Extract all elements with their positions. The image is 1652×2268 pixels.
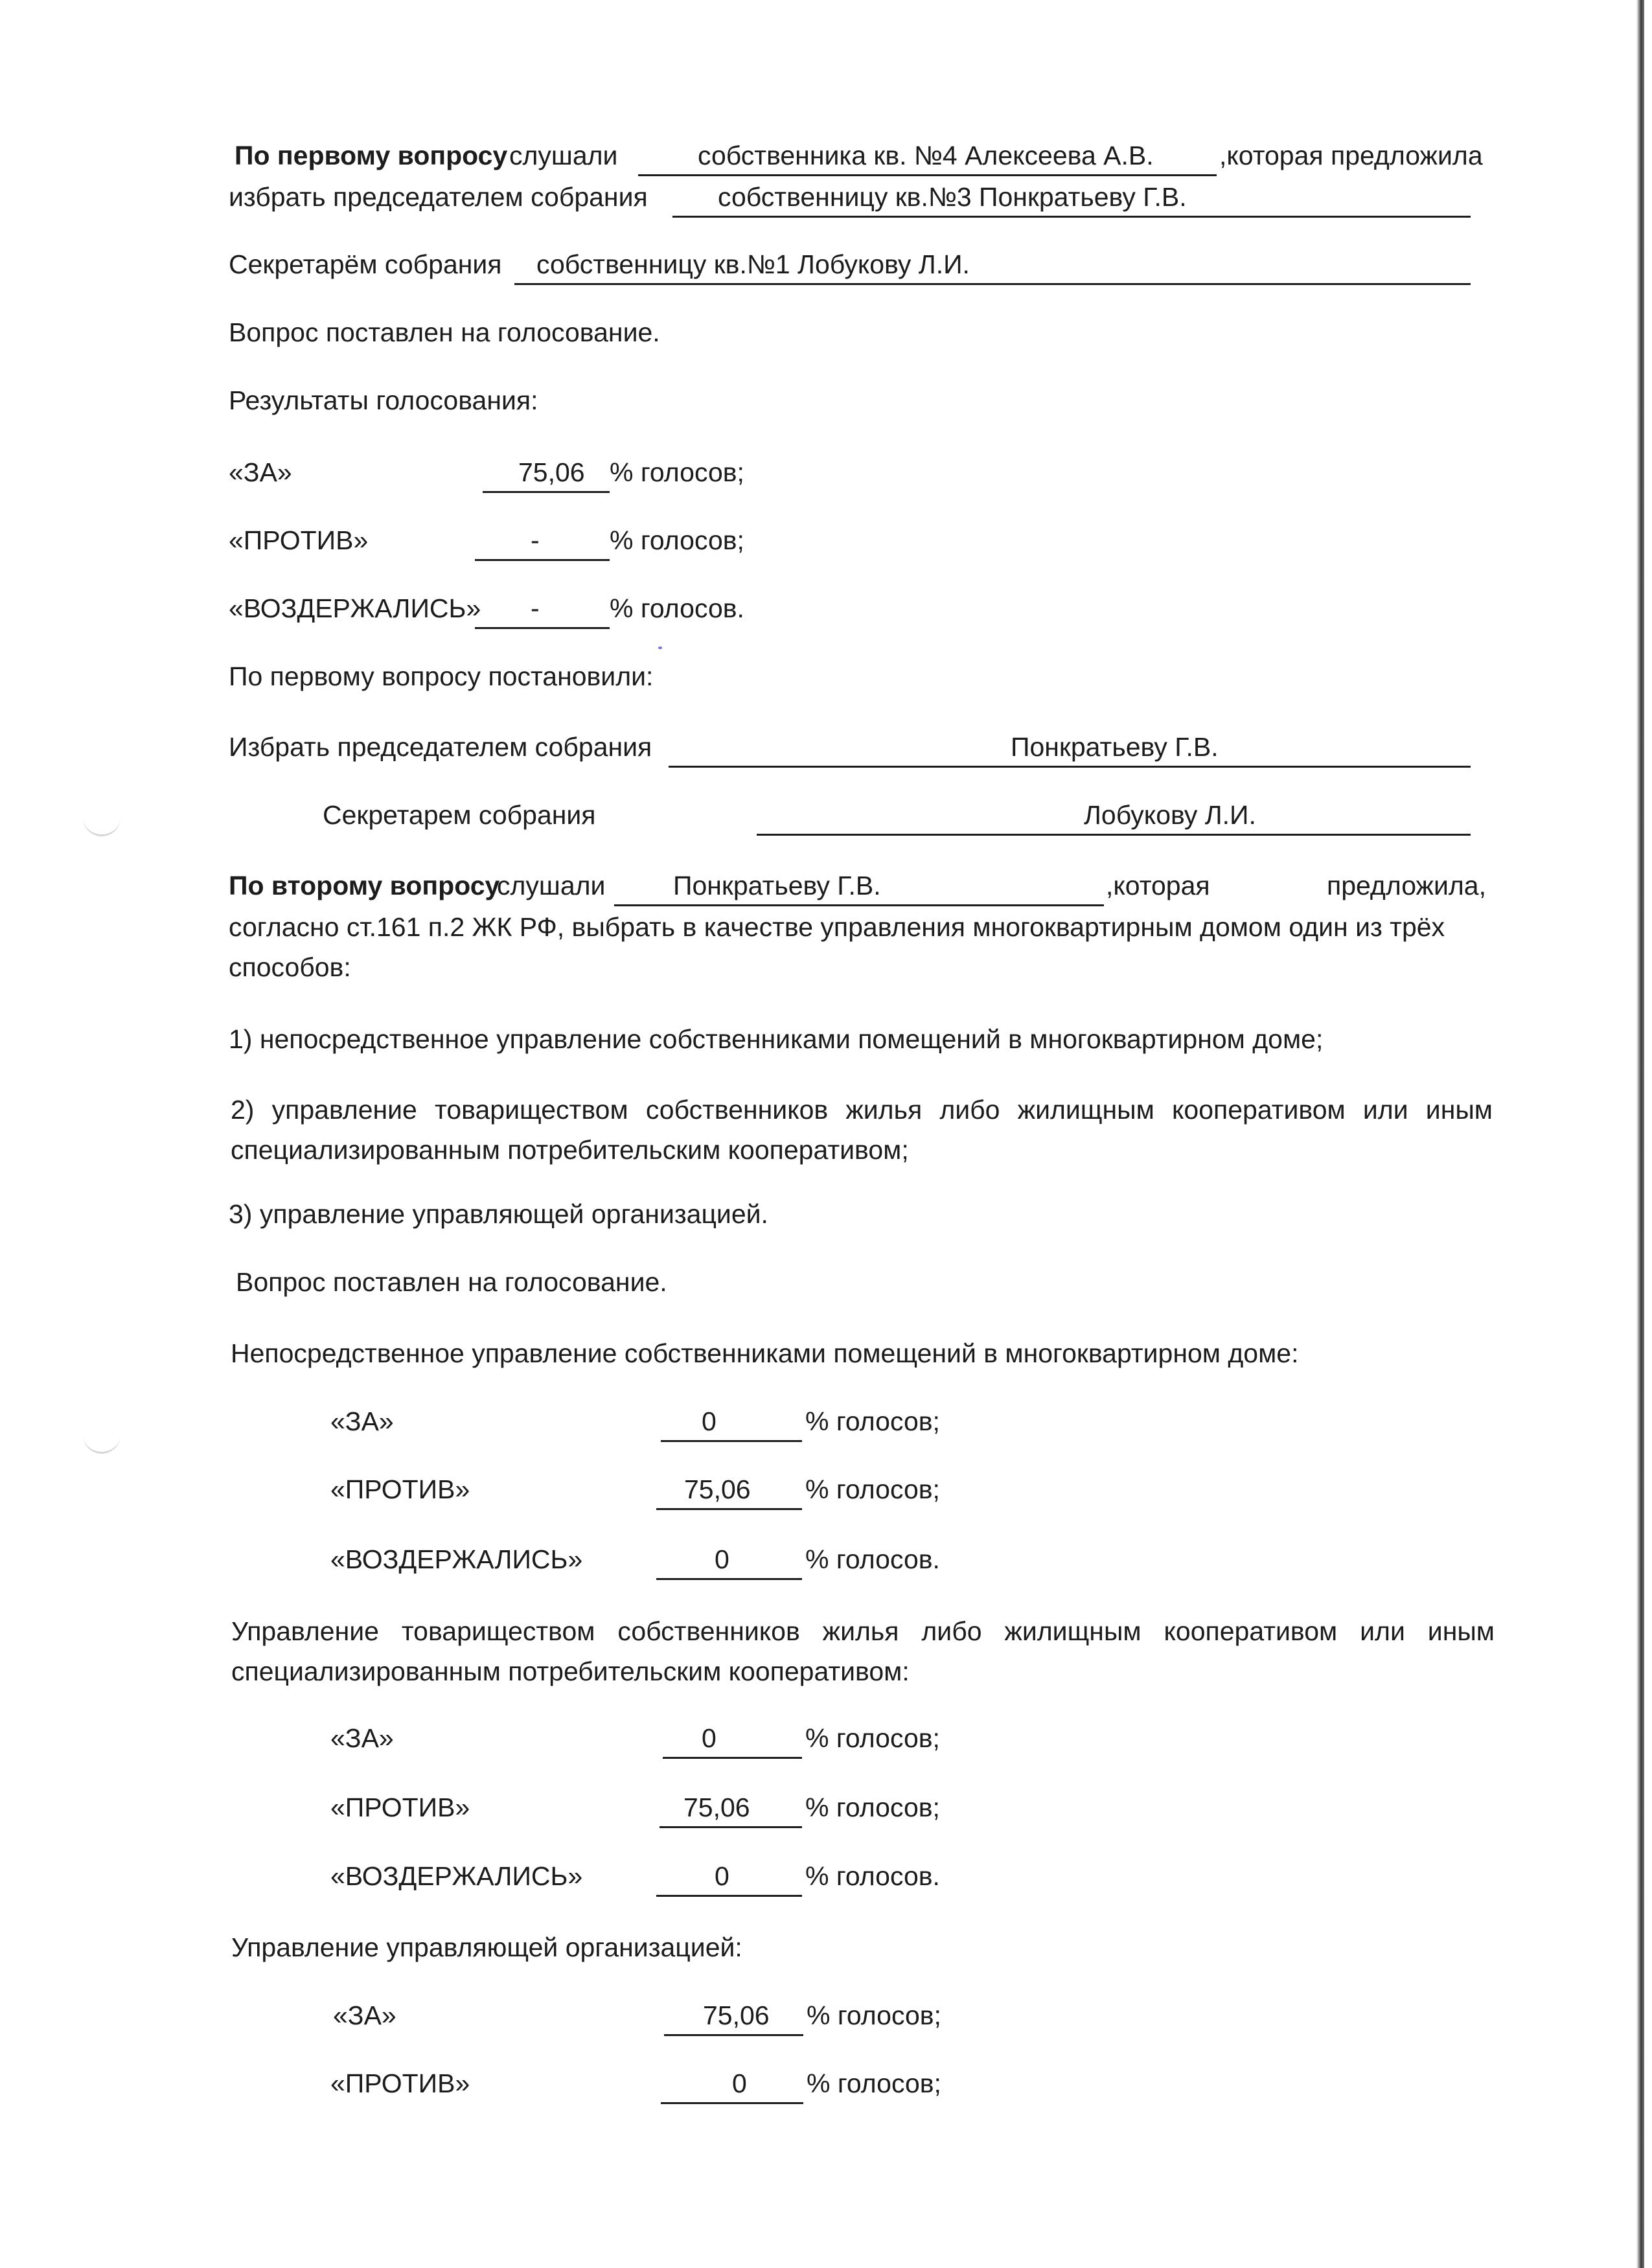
q1-elect-secretary-line: [0, 794, 1652, 836]
elect-secretary-label: Секретарем собрания: [323, 800, 596, 830]
vote-suffix: % голосов;: [807, 2000, 941, 2030]
q1-speaker-value: собственника кв. №4 Алексеева А.В.: [698, 141, 1154, 170]
block1-vote-row: [0, 1539, 1652, 1580]
vote-label: «ПРОТИВ»: [330, 1474, 470, 1504]
vote-label: «ПРОТИВ»: [229, 525, 369, 555]
q2-vote-call-text: Вопрос поставлен на голосование.: [236, 1267, 667, 1297]
vote-field: [475, 588, 610, 629]
vote-suffix: % голосов.: [805, 1861, 940, 1891]
q2-line3: способов:: [229, 952, 351, 982]
q1-results-text: Результаты голосования:: [229, 385, 538, 415]
vote-suffix: % голосов;: [610, 457, 744, 487]
q1-resolved-text: По первому вопросу постановили:: [229, 661, 654, 691]
vote-suffix: % голосов.: [610, 593, 744, 623]
q1-secretary-value: собственницу кв.№1 Лобукову Л.И.: [536, 249, 970, 279]
block2-vote-row: [0, 1787, 1652, 1828]
block3-vote-row: [0, 2063, 1652, 2104]
block2-vote-row: [0, 1855, 1652, 1897]
q2-intro-end2: предложила,: [1327, 871, 1486, 900]
vote-suffix: % голосов;: [805, 1723, 940, 1753]
ink-speck: [658, 647, 662, 649]
q1-intro-end: ,которая предложила: [1219, 141, 1483, 170]
q2-option: [0, 1089, 1652, 1130]
block1-heading: [0, 1333, 1652, 1374]
q2-option: [0, 1129, 1652, 1171]
q2-intro-line: [0, 865, 1652, 906]
vote-value: 0: [702, 1406, 717, 1436]
block2-heading-line1: Управление товариществом собственников жилья либо жилищным кооперативом или иным: [231, 1616, 1495, 1646]
vote-label: «ЗА»: [333, 2000, 396, 2030]
block3-heading-text: Управление управляющей организацией:: [231, 1932, 742, 1962]
vote-value: -: [531, 525, 540, 555]
q1-vote-call: [0, 312, 1652, 353]
vote-field: [661, 1401, 802, 1442]
q2-line2: согласно ст.161 п.2 ЖК РФ, выбрать в качестве управления многоквартирным домом один из трёх: [229, 912, 1445, 942]
vote-label: «ВОЗДЕРЖАЛИСЬ»: [330, 1861, 583, 1891]
q2-speaker-value: Понкратьеву Г.В.: [673, 871, 881, 900]
q1-intro-text: слушали: [509, 141, 618, 170]
q1-chair-line: [0, 176, 1652, 218]
vote-label: «ЗА»: [330, 1723, 394, 1753]
block3-vote-row: [0, 1995, 1652, 2036]
elect-chair-label: Избрать председателем собрания: [229, 732, 652, 762]
q1-results-heading: [0, 380, 1652, 421]
q1-chair-label: избрать председателем собрания: [229, 182, 648, 212]
block1-vote-row: [0, 1469, 1652, 1510]
option-2-line2: специализированным потребительским кооперативом;: [231, 1135, 909, 1165]
q2-intro-text: слушали: [497, 871, 606, 900]
block2-heading: [0, 1610, 1652, 1652]
option-3: 3) управление управляющей организацией.: [229, 1199, 768, 1229]
block2-heading-line2: специализированным потребительским кооперативом:: [231, 1656, 910, 1686]
vote-field: [663, 1717, 802, 1759]
block1-heading-text: Непосредственное управление собственниками помещений в многоквартирном доме:: [231, 1338, 1299, 1368]
vote-value: 0: [702, 1723, 717, 1753]
q1-resolved-heading: [0, 656, 1652, 697]
q1-intro-line: [0, 135, 1652, 176]
q1-secretary-label: Секретарём собрания: [229, 249, 502, 279]
elect-chair-value: Понкратьеву Г.В.: [1011, 732, 1219, 762]
q2-text-line: [0, 906, 1652, 948]
vote-value: 75,06: [518, 457, 585, 487]
vote-suffix: % голосов.: [805, 1544, 940, 1574]
q1-vote-row: [0, 520, 1652, 561]
vote-label: «ЗА»: [330, 1406, 394, 1436]
vote-value: 0: [715, 1861, 729, 1891]
q1-vote-row: [0, 588, 1652, 629]
vote-label: «ВОЗДЕРЖАЛИСЬ»: [330, 1544, 583, 1574]
vote-value: 0: [732, 2068, 747, 2098]
vote-value: 0: [715, 1544, 729, 1574]
q1-vote-row: [0, 452, 1652, 493]
q1-heading: По первому вопросу: [235, 141, 508, 170]
elect-secretary-value: Лобукову Л.И.: [1084, 800, 1256, 830]
vote-label: «ПРОТИВ»: [330, 2068, 470, 2098]
q2-intro-end: ,которая: [1106, 871, 1210, 900]
q1-vote-call-text: Вопрос поставлен на голосование.: [229, 317, 660, 347]
vote-suffix: % голосов;: [805, 1474, 940, 1504]
block2-vote-row: [0, 1717, 1652, 1759]
vote-value: 75,06: [703, 2000, 770, 2030]
block3-heading: [0, 1927, 1652, 1968]
vote-value: -: [531, 593, 540, 623]
vote-value: 75,06: [684, 1474, 751, 1504]
vote-label: «ПРОТИВ»: [330, 1793, 470, 1822]
q1-elect-chair-line: [0, 726, 1652, 768]
vote-value: 75,06: [683, 1793, 750, 1822]
q2-option: [0, 1193, 1652, 1235]
vote-field: [475, 520, 610, 561]
q2-vote-call: [0, 1261, 1652, 1303]
vote-suffix: % голосов;: [610, 525, 744, 555]
vote-suffix: % голосов;: [805, 1793, 940, 1822]
q2-text-line: [0, 946, 1652, 988]
block2-heading: [0, 1651, 1652, 1692]
option-1: 1) непосредственное управление собственниками помещений в многоквартирном доме;: [229, 1024, 1324, 1054]
block1-vote-row: [0, 1401, 1652, 1442]
vote-suffix: % голосов;: [807, 2068, 941, 2098]
q2-option: [0, 1018, 1652, 1060]
q1-chair-value: собственницу кв.№3 Понкратьеву Г.В.: [718, 182, 1187, 212]
vote-suffix: % голосов;: [805, 1406, 940, 1436]
vote-label: «ВОЗДЕРЖАЛИСЬ»: [229, 593, 481, 623]
option-2-line1: 2) управление товариществом собственников жилья либо жилищным кооперативом или иным: [231, 1095, 1493, 1125]
q1-secretary-line: [0, 244, 1652, 285]
q2-heading: По второму вопросу: [229, 871, 500, 900]
vote-label: «ЗА»: [229, 457, 292, 487]
